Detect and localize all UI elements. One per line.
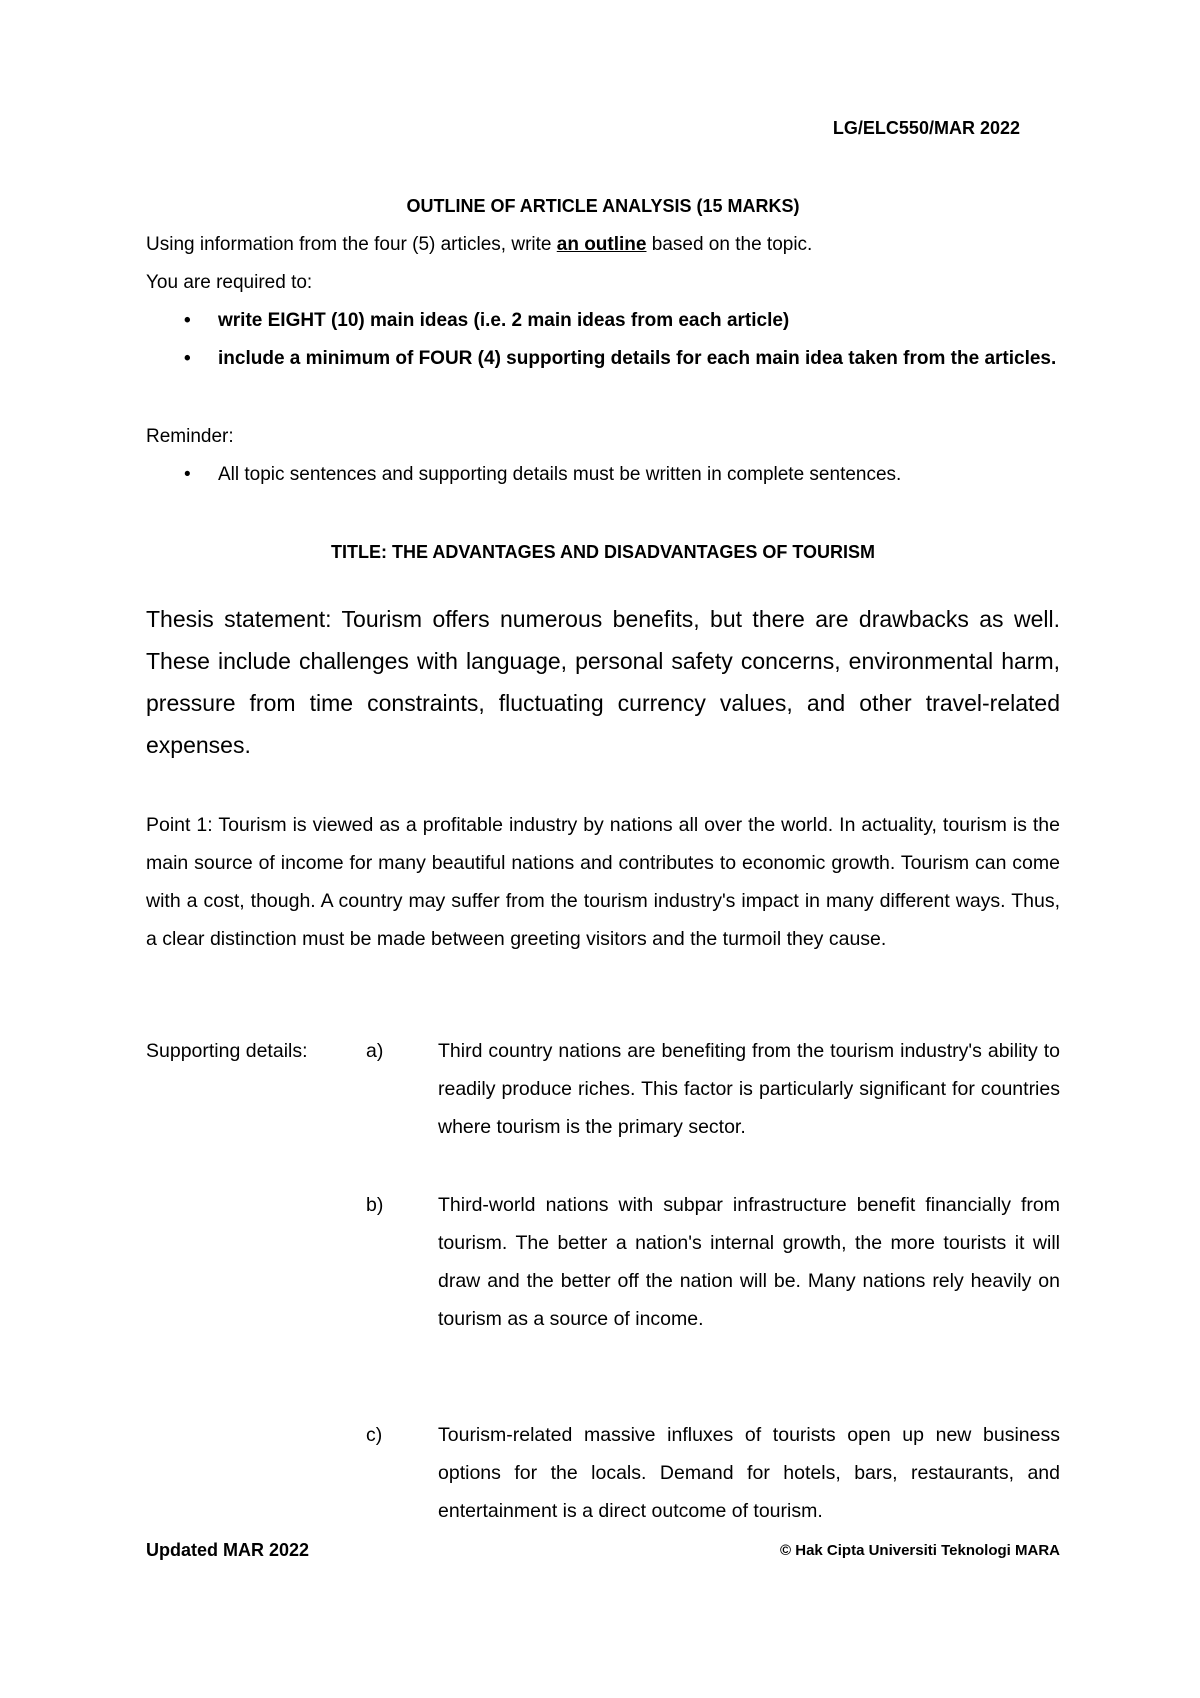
list-item bbox=[146, 302, 1060, 340]
thesis-statement: Thesis statement: Tourism offers numerous benefits, but there are drawbacks as well. These include challenges with language, personal safety concerns, environmental harm, pressure from time constraints, fluctuating currency values, and other travel-related expenses. bbox=[146, 606, 1060, 758]
required-label: You are required to: bbox=[146, 272, 313, 293]
detail-text-b: Third-world nations with subpar infrastructure benefit financially from tourism. The better a nation's internal growth, the more tourists it will draw and the better off the nation will be. Many nations rely heavily on tourism as a source of income. bbox=[438, 1194, 1060, 1330]
bullet-icon: • bbox=[184, 310, 191, 331]
detail-letter-a: a) bbox=[366, 1040, 384, 1062]
instructions-emphasis: an outline bbox=[556, 234, 647, 255]
detail-letter-c: c) bbox=[366, 1424, 383, 1446]
detail-text-c: Tourism-related massive influxes of tourists open up new business options for the locals. Demand for hotels, bars, restaurants, and entertainment is a direct outcome of tourism. bbox=[438, 1424, 1060, 1522]
bullet-icon: • bbox=[184, 464, 191, 485]
bullet-icon: • bbox=[184, 348, 191, 369]
reminders-list bbox=[146, 456, 1060, 494]
requirement-text: write EIGHT (10) main ideas (i.e. 2 main ideas from each article) bbox=[218, 310, 790, 331]
instructions-line bbox=[146, 234, 812, 256]
document-title: TITLE: THE ADVANTAGES AND DISADVANTAGES OF TOURISM bbox=[331, 542, 875, 562]
course-code: LG/ELC550/MAR 2022 bbox=[832, 118, 1020, 138]
instructions-text-after: based on the topic. bbox=[646, 234, 813, 255]
list-item bbox=[146, 340, 1060, 378]
detail-letter-b: b) bbox=[366, 1194, 384, 1216]
requirement-text: include a minimum of FOUR (4) supporting details for each main idea taken from the articles. bbox=[218, 348, 1057, 369]
reminder-label: Reminder: bbox=[146, 426, 234, 447]
instructions-heading: OUTLINE OF ARTICLE ANALYSIS (15 MARKS) bbox=[406, 196, 800, 216]
supporting-details-label: Supporting details: bbox=[146, 1040, 308, 1062]
footer-updated: Updated MAR 2022 bbox=[146, 1540, 310, 1560]
point-1: Point 1: Tourism is viewed as a profitable industry by nations all over the world. In actuality, tourism is the main source of income for many beautiful nations and contributes to economic growth. Tourism can come with a cost, though. A country may suffer from the tourism industry's impact in many different ways. Thus, a clear distinction must be made between greeting visitors and the turmoil they cause. bbox=[146, 814, 1060, 950]
footer-copyright: © Hak Cipta Universiti Teknologi MARA bbox=[780, 1542, 1060, 1559]
detail-text-a: Third country nations are benefiting from the tourism industry's ability to readily produce riches. This factor is particularly significant for countries where tourism is the primary sector. bbox=[438, 1040, 1060, 1138]
requirements-list bbox=[146, 302, 1060, 378]
reminder-text: All topic sentences and supporting details must be written in complete sentences. bbox=[218, 464, 902, 485]
list-item bbox=[146, 456, 1060, 494]
instructions-text-before: Using information from the four (5) articles, write bbox=[146, 234, 557, 255]
